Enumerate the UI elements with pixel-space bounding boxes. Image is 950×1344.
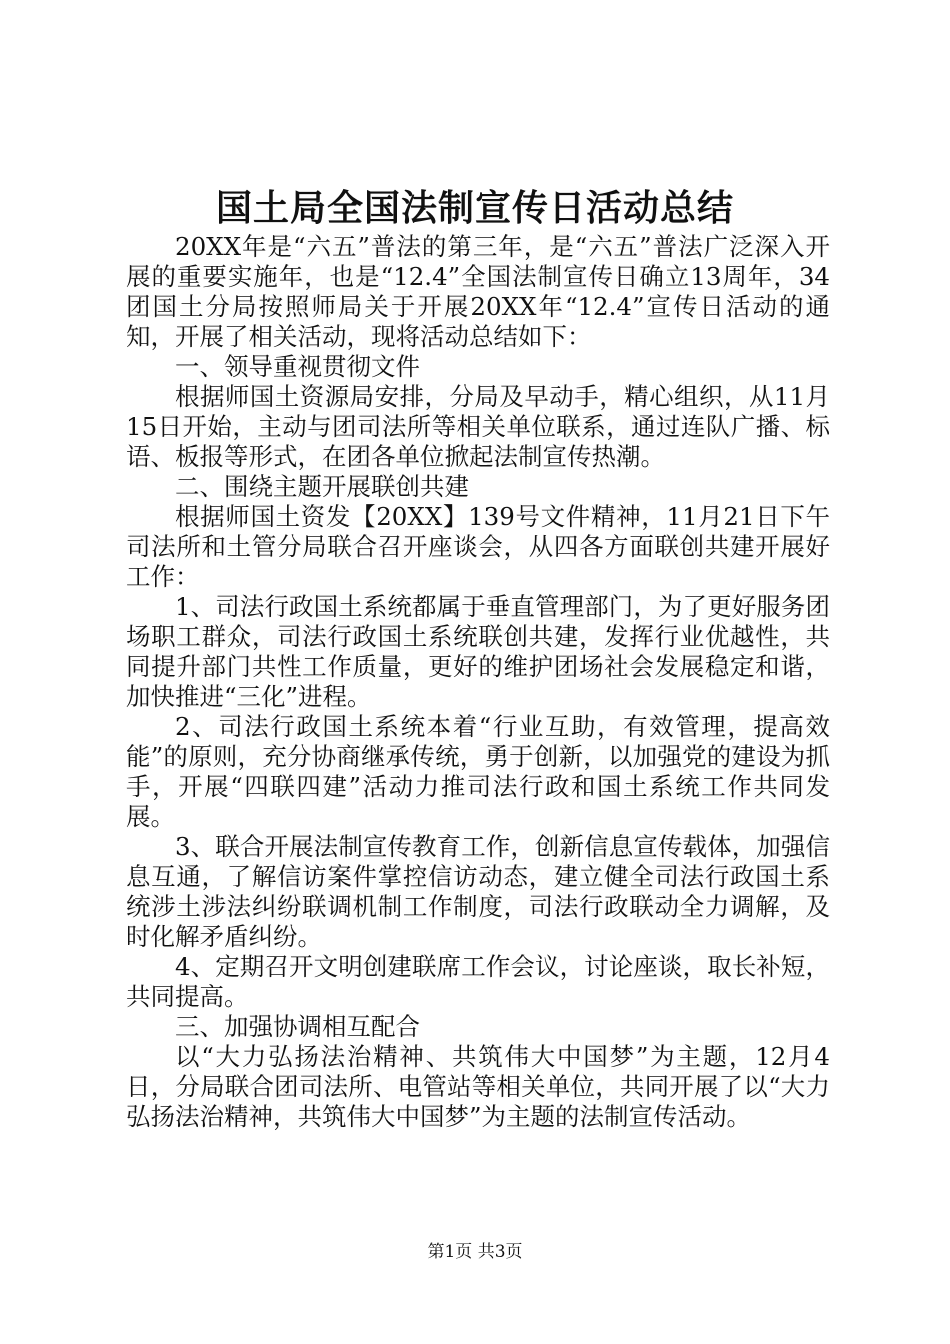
section-heading-1: 一、领导重视贯彻文件 — [175, 352, 420, 381]
list-item-2: 2、司法行政国土系统本着“行业互助，有效管理，提高效能”的原则，充分协商继承传统，勇于创新，以加强党的建设为抓手，开展“四联四建”活动力推司法行政和国土系统工作共同发展。 — [126, 712, 830, 831]
section-heading-3: 三、加强协调相互配合 — [175, 1012, 420, 1041]
document-body — [126, 232, 830, 1132]
section-heading-2: 二、围绕主题开展联创共建 — [175, 472, 469, 501]
list-item-4: 4、定期召开文明创建联席工作会议，讨论座谈，取长补短，共同提高。 — [126, 952, 830, 1011]
page-footer: 第1页 共3页 — [427, 1242, 523, 1262]
paragraph-section-2: 根据师国土资发【20XX】139号文件精神，11月21日下午司法所和土管分局联合召开座谈会，从四各方面联创共建开展好工作： — [126, 502, 830, 591]
list-item-3: 3、联合开展法制宣传教育工作，创新信息宣传载体，加强信息互通，了解信访案件掌控信访动态，建立健全司法行政国土系统涉土涉法纠纷联调机制工作制度，司法行政联动全力调解，及时化解矛盾纠纷。 — [126, 832, 830, 951]
list-item-1: 1、司法行政国土系统都属于垂直管理部门，为了更好服务团场职工群众，司法行政国土系统联创共建，发挥行业优越性，共同提升部门共性工作质量，更好的维护团场社会发展稳定和谐，加快推进“三化”进程。 — [126, 592, 830, 711]
document-title: 国土局全国法制宣传日活动总结 — [215, 187, 734, 229]
paragraph-section-3: 以“大力弘扬法治精神、共筑伟大中国梦”为主题，12月4日，分局联合团司法所、电管站等相关单位，共同开展了以“大力弘扬法治精神，共筑伟大中国梦”为主题的法制宣传活动。 — [126, 1042, 830, 1131]
paragraph-section-1: 根据师国土资源局安排，分局及早动手，精心组织，从11月15日开始，主动与团司法所等相关单位联系，通过连队广播、标语、板报等形式，在团各单位掀起法制宣传热潮。 — [126, 382, 830, 471]
paragraph-intro: 20XX年是“六五”普法的第三年，是“六五”普法广泛深入开展的重要实施年，也是“12.4”全国法制宣传日确立13周年，34团国土分局按照师局关于开展20XX年“12.4”宣传日活动的通知，开展了相关活动，现将活动总结如下： — [126, 232, 830, 351]
